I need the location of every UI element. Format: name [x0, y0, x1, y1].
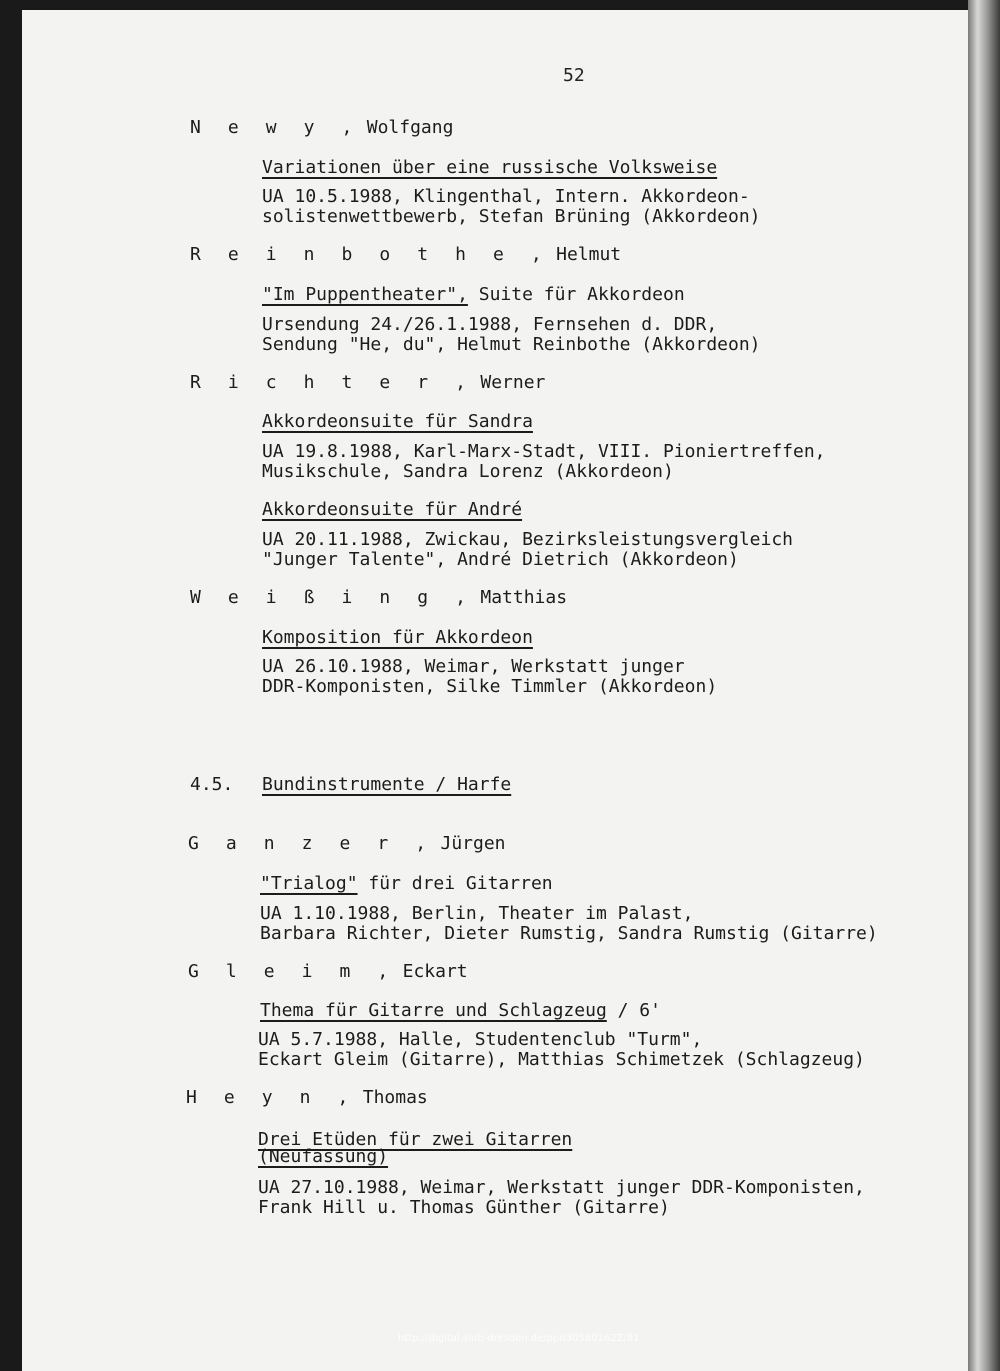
composer-name: G l e i m , Eckart	[188, 961, 468, 982]
work-detail: UA 27.10.1988, Weimar, Werkstatt junger DDR-Komponisten,	[258, 1177, 865, 1198]
composer-name: N e w y , Wolfgang	[190, 117, 454, 138]
work-title: Drei Etüden für zwei Gitarren	[258, 1129, 573, 1150]
work-title: Akkordeonsuite für Sandra	[262, 411, 533, 432]
work-title: Thema für Gitarre und Schlagzeug / 6'	[260, 1000, 661, 1021]
source-url: http://digital.slub-dresden.de/ppn30580162Z/81	[398, 1333, 640, 1344]
work-detail: Sendung "He, du", Helmut Reinbothe (Akkordeon)	[262, 334, 761, 355]
composer-name: G a n z e r , Jürgen	[188, 833, 506, 854]
binding-edge	[968, 0, 1000, 1371]
work-detail: DDR-Komponisten, Silke Timmler (Akkordeon)	[262, 676, 718, 697]
composer-name: W e i ß i n g , Matthias	[190, 587, 568, 608]
work-detail: UA 26.10.1988, Weimar, Werkstatt junger	[262, 656, 685, 677]
work-detail: solistenwettbewerb, Stefan Brüning (Akkordeon)	[262, 206, 761, 227]
section-number: 4.5.	[190, 774, 234, 795]
work-detail: Eckart Gleim (Gitarre), Matthias Schimetzek (Schlagzeug)	[258, 1049, 865, 1070]
work-detail: UA 19.8.1988, Karl-Marx-Stadt, VIII. Pioniertreffen,	[262, 441, 826, 462]
work-detail: Ursendung 24./26.1.1988, Fernsehen d. DDR,	[262, 314, 718, 335]
composer-name: R e i n b o t h e , Helmut	[190, 244, 622, 265]
work-detail: Musikschule, Sandra Lorenz (Akkordeon)	[262, 461, 674, 482]
section-title: Bundinstrumente / Harfe	[262, 774, 512, 795]
work-detail: Barbara Richter, Dieter Rumstig, Sandra Rumstig (Gitarre)	[260, 923, 878, 944]
page-number: 52	[563, 65, 585, 86]
work-detail: UA 1.10.1988, Berlin, Theater im Palast,	[260, 903, 694, 924]
work-title: Variationen über eine russische Volksweise	[262, 157, 718, 178]
work-title: "Trialog" für drei Gitarren	[260, 873, 553, 894]
work-detail: UA 10.5.1988, Klingenthal, Intern. Akkordeon-	[262, 186, 750, 207]
work-title: Komposition für Akkordeon	[262, 627, 533, 648]
composer-name: R i c h t e r , Werner	[190, 372, 546, 393]
work-title: Akkordeonsuite für André	[262, 499, 523, 520]
composer-name: H e y n , Thomas	[186, 1087, 428, 1108]
work-title: "Im Puppentheater", Suite für Akkordeon	[262, 284, 685, 305]
work-title-note: (Neufassung)	[258, 1146, 389, 1167]
work-detail: "Junger Talente", André Dietrich (Akkordeon)	[262, 549, 739, 570]
work-detail: UA 20.11.1988, Zwickau, Bezirksleistungsvergleich	[262, 529, 794, 550]
work-detail: Frank Hill u. Thomas Günther (Gitarre)	[258, 1197, 670, 1218]
work-detail: UA 5.7.1988, Halle, Studentenclub "Turm",	[258, 1029, 703, 1050]
